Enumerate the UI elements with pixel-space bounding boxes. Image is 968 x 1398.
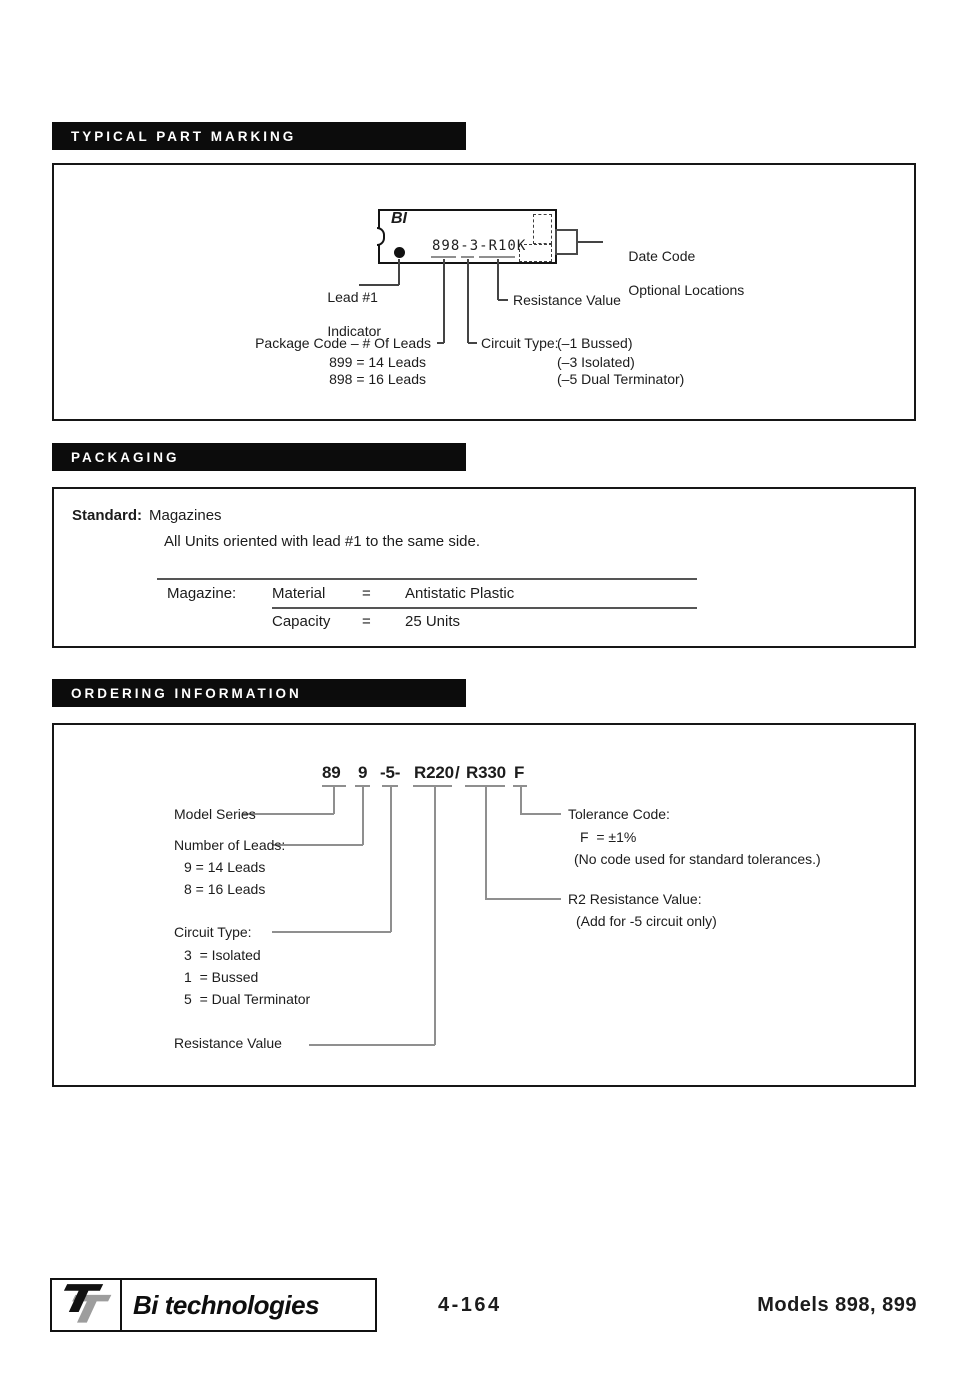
section-header-typical-part-marking: TYPICAL PART MARKING	[52, 122, 466, 150]
date-code-dashed-box-horizontal	[519, 244, 552, 262]
lead1-line2: Indicator	[327, 323, 382, 339]
models-label: Models 898, 899	[757, 1294, 917, 1316]
callout-line	[242, 813, 334, 815]
circuit-type-title: Circuit Type:	[481, 335, 559, 351]
table-cell-name: Capacity	[272, 613, 331, 630]
code-slash: /	[455, 763, 460, 782]
circuit-type-option: (–1 Bussed)	[557, 335, 633, 351]
code-model-series: 89	[322, 763, 341, 782]
footer-logo-box	[50, 1278, 377, 1332]
ordering-box	[52, 723, 916, 1087]
tolerance-code-title: Tolerance Code:	[568, 806, 670, 822]
chip-marking-text: 898-3-R10K	[432, 238, 527, 254]
callout-line	[434, 786, 436, 1045]
lead1-dot	[394, 247, 405, 258]
table-rule	[272, 607, 697, 609]
callout-line	[467, 259, 469, 343]
page-number: 4-164	[438, 1294, 502, 1316]
table-cell-eq: =	[362, 585, 371, 602]
code-resistance-value: R220	[414, 763, 454, 782]
circuit-type-option: (–5 Dual Terminator)	[557, 371, 685, 387]
table-cell-value: Antistatic Plastic	[405, 585, 515, 602]
code-circuit-type: -5-	[380, 763, 401, 782]
callout-line	[485, 898, 561, 900]
tt-electronics-icon	[59, 1282, 113, 1329]
table-cell-eq: =	[362, 613, 371, 630]
circuit-type-option: (–3 Isolated)	[557, 354, 635, 370]
package-code-option: 899 = 14 Leads	[329, 354, 426, 370]
table-rule	[157, 578, 697, 580]
model-series-label: Model Series	[174, 806, 256, 822]
code-r2-resistance-value: R330	[466, 763, 506, 782]
callout-line	[272, 931, 391, 933]
callout-line	[398, 259, 400, 285]
packaging-note: All Units oriented with lead #1 to the same side.	[164, 533, 481, 550]
number-of-leads-option: 9 = 14 Leads	[184, 859, 266, 875]
code-underline	[413, 785, 452, 787]
number-of-leads-title: Number of Leads:	[174, 837, 286, 853]
date-code-line2: Optional Locations	[628, 282, 745, 298]
callout-line	[390, 786, 392, 932]
callout-line	[468, 342, 477, 344]
table-cell-name: Material	[272, 585, 326, 602]
callout-line	[272, 844, 363, 846]
tolerance-code-value: F = ±1%	[580, 829, 637, 845]
circuit-type-option: 1 = Bussed	[184, 969, 259, 985]
callout-line	[333, 786, 335, 814]
bi-technologies-logo-text: Bi technologies	[133, 1289, 320, 1320]
section-header-packaging: PACKAGING	[52, 443, 466, 471]
callout-line	[485, 786, 487, 899]
standard-label: Standard:	[72, 507, 143, 524]
section-header-ordering-information: ORDERING INFORMATION	[52, 679, 466, 707]
number-of-leads-option: 8 = 16 Leads	[184, 881, 266, 897]
code-number-of-leads: 9	[358, 763, 368, 782]
packaging-box	[52, 487, 916, 648]
lead1-line1: Lead #1	[327, 289, 378, 305]
circuit-type-option: 3 = Isolated	[184, 947, 261, 963]
tt-logo-cell	[52, 1280, 122, 1330]
package-code-option: 898 = 16 Leads	[329, 371, 426, 387]
date-code-line1: Date Code	[628, 248, 696, 264]
callout-line	[520, 786, 522, 814]
callout-line	[497, 259, 499, 300]
callout-line	[309, 1044, 435, 1046]
tolerance-code-note: (No code used for standard tolerances.)	[574, 851, 821, 867]
circuit-type-option: 5 = Dual Terminator	[184, 991, 311, 1007]
package-code-title: Package Code – # Of Leads	[255, 335, 431, 351]
marking-underline	[461, 256, 474, 258]
magazine-label: Magazine:	[167, 585, 237, 602]
table-cell-value: 25 Units	[405, 613, 461, 630]
callout-line	[362, 786, 364, 845]
callout-line	[578, 241, 603, 243]
resistance-value-label: Resistance Value	[513, 292, 621, 308]
code-tolerance: F	[514, 763, 525, 782]
marking-underline	[431, 256, 456, 258]
callout-line	[437, 342, 444, 344]
callout-line	[443, 259, 445, 343]
callout-line	[520, 813, 561, 815]
standard-value: Magazines	[149, 507, 222, 524]
date-code-label	[605, 231, 744, 316]
date-code-tab	[555, 229, 578, 255]
circuit-type-title: Circuit Type:	[174, 924, 252, 940]
r2-resistance-note: (Add for -5 circuit only)	[576, 913, 717, 929]
callout-line	[498, 299, 508, 301]
resistance-value-label: Resistance Value	[174, 1035, 282, 1051]
part-marking-box	[52, 163, 916, 421]
marking-underline	[479, 256, 515, 258]
chip-logo: BI	[391, 210, 407, 227]
r2-resistance-title: R2 Resistance Value:	[568, 891, 702, 907]
date-code-dashed-box-vertical	[533, 214, 552, 244]
